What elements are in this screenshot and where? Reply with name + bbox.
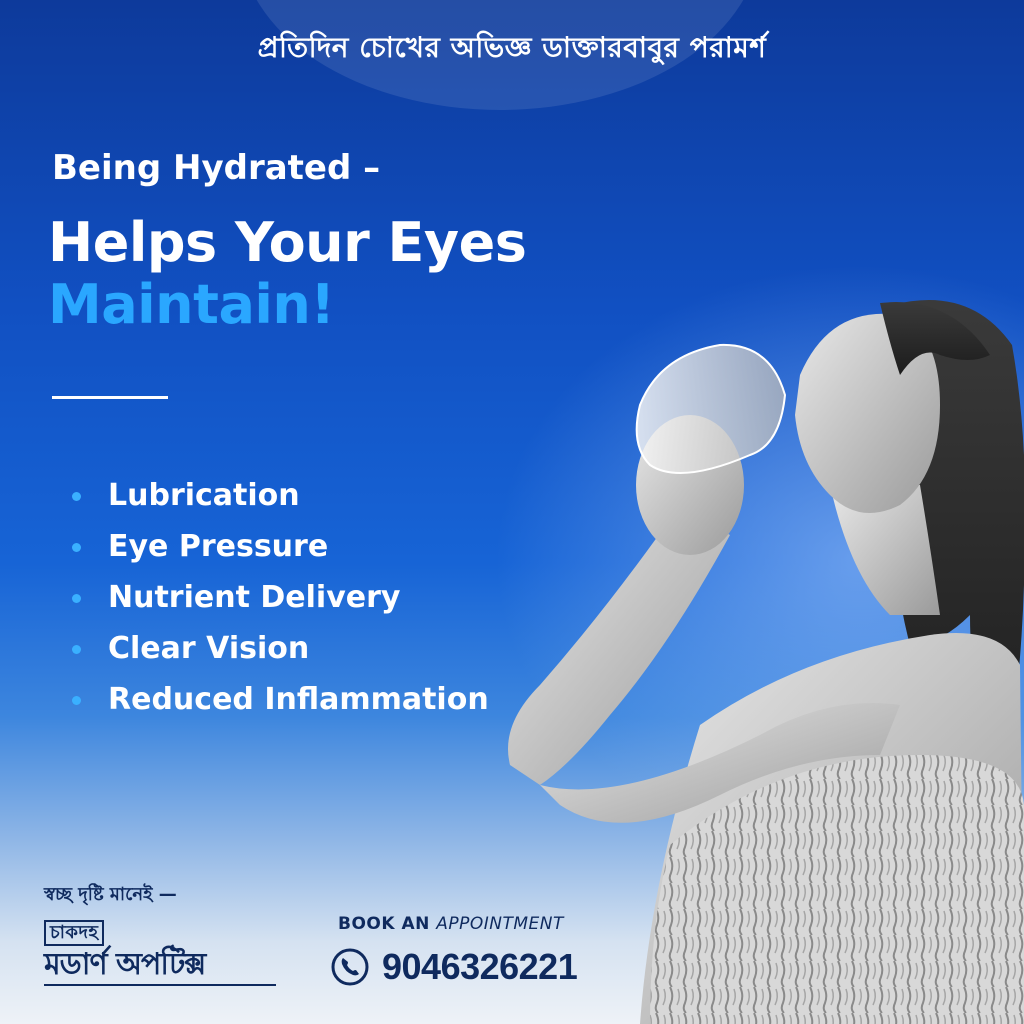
phone-contact[interactable] — [330, 944, 577, 990]
bullet-dot-icon — [72, 645, 81, 654]
top-banner: প্রতিদিন চোখের অভিজ্ঞ ডাক্তারবাবুর পরামর্শ — [257, 31, 767, 64]
bullet-dot-icon — [72, 594, 81, 603]
benefit-label: Eye Pressure — [108, 529, 329, 564]
logo-underline — [44, 984, 276, 986]
appointment-label — [338, 914, 564, 934]
benefit-label: Lubrication — [108, 478, 300, 513]
logo-small-text: চাকদহ — [44, 920, 104, 946]
water-glass-shape — [637, 345, 785, 473]
headline-divider — [52, 396, 168, 399]
phone-number[interactable]: 9046326221 — [382, 946, 578, 987]
headline-accent: Maintain! — [48, 273, 335, 336]
tagline: স্বচ্ছ দৃষ্টি মানেই — — [44, 884, 177, 905]
headline-kicker: Being Hydrated – — [52, 148, 381, 188]
appointment-label-italic: APPOINTMENT — [436, 914, 564, 934]
logo-big-text: মডার্ণ অপটিক্স — [44, 947, 206, 982]
bullet-dot-icon — [72, 696, 81, 705]
benefit-label: Reduced Inflammation — [108, 682, 489, 717]
phone-icon — [330, 947, 370, 987]
woman-drinking-photo — [500, 285, 1024, 1024]
benefit-label: Nutrient Delivery — [108, 580, 401, 615]
headline-main: Helps Your Eyes — [48, 211, 527, 274]
benefits-list — [72, 474, 489, 729]
bullet-dot-icon — [72, 492, 81, 501]
benefit-item — [72, 474, 489, 525]
appointment-label-plain: BOOK AN — [338, 914, 437, 934]
benefit-item — [72, 678, 489, 729]
headline — [48, 212, 526, 336]
brand-logo — [44, 920, 284, 986]
benefit-label: Clear Vision — [108, 631, 310, 666]
bullet-dot-icon — [72, 543, 81, 552]
benefit-item — [72, 525, 489, 576]
benefit-item — [72, 627, 489, 678]
benefit-item — [72, 576, 489, 627]
